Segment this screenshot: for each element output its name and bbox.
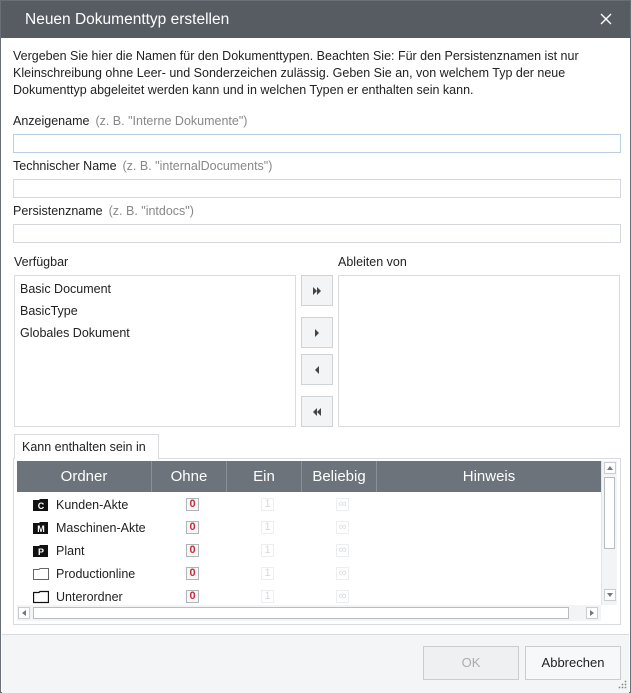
tab-contained-in[interactable]: Kann enthalten sein in xyxy=(14,434,159,459)
move-all-right-button[interactable] xyxy=(301,275,333,306)
technical-name-hint: (z. B. "internalDocuments") xyxy=(122,159,273,173)
display-name-hint: (z. B. "Interne Dokumente") xyxy=(95,114,248,128)
move-left-button[interactable] xyxy=(301,354,333,385)
row-any-checkbox[interactable]: ∞ xyxy=(336,544,349,557)
row-one-checkbox[interactable]: 1 xyxy=(261,567,274,580)
display-name-input[interactable] xyxy=(13,134,621,153)
persistence-name-label-text: Persistenzname xyxy=(13,204,103,218)
row-none-checkbox[interactable]: 0 xyxy=(186,521,199,534)
dialog-titlebar xyxy=(1,1,630,38)
dialog-description: Vergeben Sie hier die Namen für den Dokumenttypen. Beachten Sie: Für den Persistenznamen ist nur Kleinschreibung ohne Leer- und Sonderzeichen zulässig. Geben Sie an, von welchem Typ der neue Dokumenttyp abgeleitet werden kann und in welchen Typen er enthalten sein kann. xyxy=(13,49,579,97)
row-none-checkbox[interactable]: 0 xyxy=(186,498,199,511)
column-header-one[interactable]: Ein xyxy=(227,461,302,492)
row-folder-name: Productionline xyxy=(56,567,136,581)
chevron-left-icon xyxy=(311,364,323,376)
technical-name-label-text: Technischer Name xyxy=(13,159,117,173)
technical-name-input[interactable] xyxy=(13,179,621,198)
svg-text:C: C xyxy=(37,501,45,511)
plant-file-icon xyxy=(33,544,49,558)
persistence-name-label xyxy=(13,204,194,218)
persistence-name-hint: (z. B. "intdocs") xyxy=(108,204,194,218)
row-folder-name: Plant xyxy=(56,544,85,558)
row-any-checkbox[interactable]: ∞ xyxy=(336,521,349,534)
row-one-checkbox[interactable]: 1 xyxy=(261,498,274,511)
technical-name-label xyxy=(13,159,272,173)
machine-file-icon xyxy=(33,521,49,535)
list-item[interactable]: Basic Document xyxy=(20,282,112,296)
resize-grip-icon[interactable] xyxy=(618,680,627,689)
list-item[interactable]: Globales Dokument xyxy=(20,326,130,340)
close-icon[interactable] xyxy=(596,9,616,29)
double-chevron-left-icon xyxy=(311,406,323,418)
customer-file-icon xyxy=(33,498,49,512)
horizontal-scroll-thumb[interactable] xyxy=(33,607,569,619)
column-header-note[interactable]: Hinweis xyxy=(462,468,516,485)
row-one-checkbox[interactable]: 1 xyxy=(261,590,274,603)
available-label: Verfügbar xyxy=(14,255,69,269)
table-row[interactable] xyxy=(17,494,601,517)
display-name-label xyxy=(13,114,247,128)
svg-text:M: M xyxy=(37,524,45,534)
row-none-checkbox[interactable]: 0 xyxy=(186,590,199,603)
derive-from-list[interactable] xyxy=(338,275,620,427)
row-any-checkbox[interactable]: ∞ xyxy=(336,590,349,603)
table-row[interactable] xyxy=(17,563,601,586)
row-any-checkbox[interactable]: ∞ xyxy=(336,498,349,511)
display-name-label-text: Anzeigename xyxy=(13,114,90,128)
table-row[interactable] xyxy=(17,540,601,563)
table-row[interactable] xyxy=(17,517,601,540)
cancel-button[interactable]: Abbrechen xyxy=(525,646,621,680)
list-item[interactable]: BasicType xyxy=(20,304,78,318)
double-chevron-right-icon xyxy=(311,285,323,297)
row-none-checkbox[interactable]: 0 xyxy=(186,544,199,557)
column-header-none[interactable]: Ohne xyxy=(152,461,227,492)
row-none-checkbox[interactable]: 0 xyxy=(186,567,199,580)
row-any-checkbox[interactable]: ∞ xyxy=(336,567,349,580)
derive-from-label: Ableiten von xyxy=(338,255,407,269)
ok-button[interactable]: OK xyxy=(423,646,519,680)
folder-icon xyxy=(33,567,49,581)
grid-header xyxy=(17,461,601,492)
scroll-right-icon xyxy=(586,607,598,619)
scroll-down-icon xyxy=(604,589,616,601)
scroll-left-icon xyxy=(18,607,30,619)
column-header-folder[interactable]: Ordner xyxy=(17,461,152,492)
move-all-left-button[interactable] xyxy=(301,396,333,427)
row-folder-name: Kunden-Akte xyxy=(56,498,129,512)
contained-in-grid xyxy=(17,461,601,605)
row-folder-name: Maschinen-Akte xyxy=(56,521,146,535)
scroll-up-icon xyxy=(604,462,616,474)
chevron-right-icon xyxy=(311,327,323,339)
row-folder-name: Unterordner xyxy=(56,590,123,604)
column-header-any[interactable]: Beliebig xyxy=(302,461,377,492)
grid-vertical-scrollbar[interactable] xyxy=(601,461,617,605)
row-one-checkbox[interactable]: 1 xyxy=(261,521,274,534)
available-list[interactable] xyxy=(14,275,296,427)
move-right-button[interactable] xyxy=(301,317,333,348)
dialog-title: Neuen Dokumenttyp erstellen xyxy=(25,11,230,28)
table-row[interactable] xyxy=(17,586,601,605)
svg-text:P: P xyxy=(37,547,45,557)
vertical-scroll-thumb[interactable] xyxy=(604,477,615,549)
row-one-checkbox[interactable]: 1 xyxy=(261,544,274,557)
grid-horizontal-scrollbar[interactable] xyxy=(17,605,601,621)
folder-icon xyxy=(33,590,49,604)
persistence-name-input[interactable] xyxy=(13,224,621,243)
